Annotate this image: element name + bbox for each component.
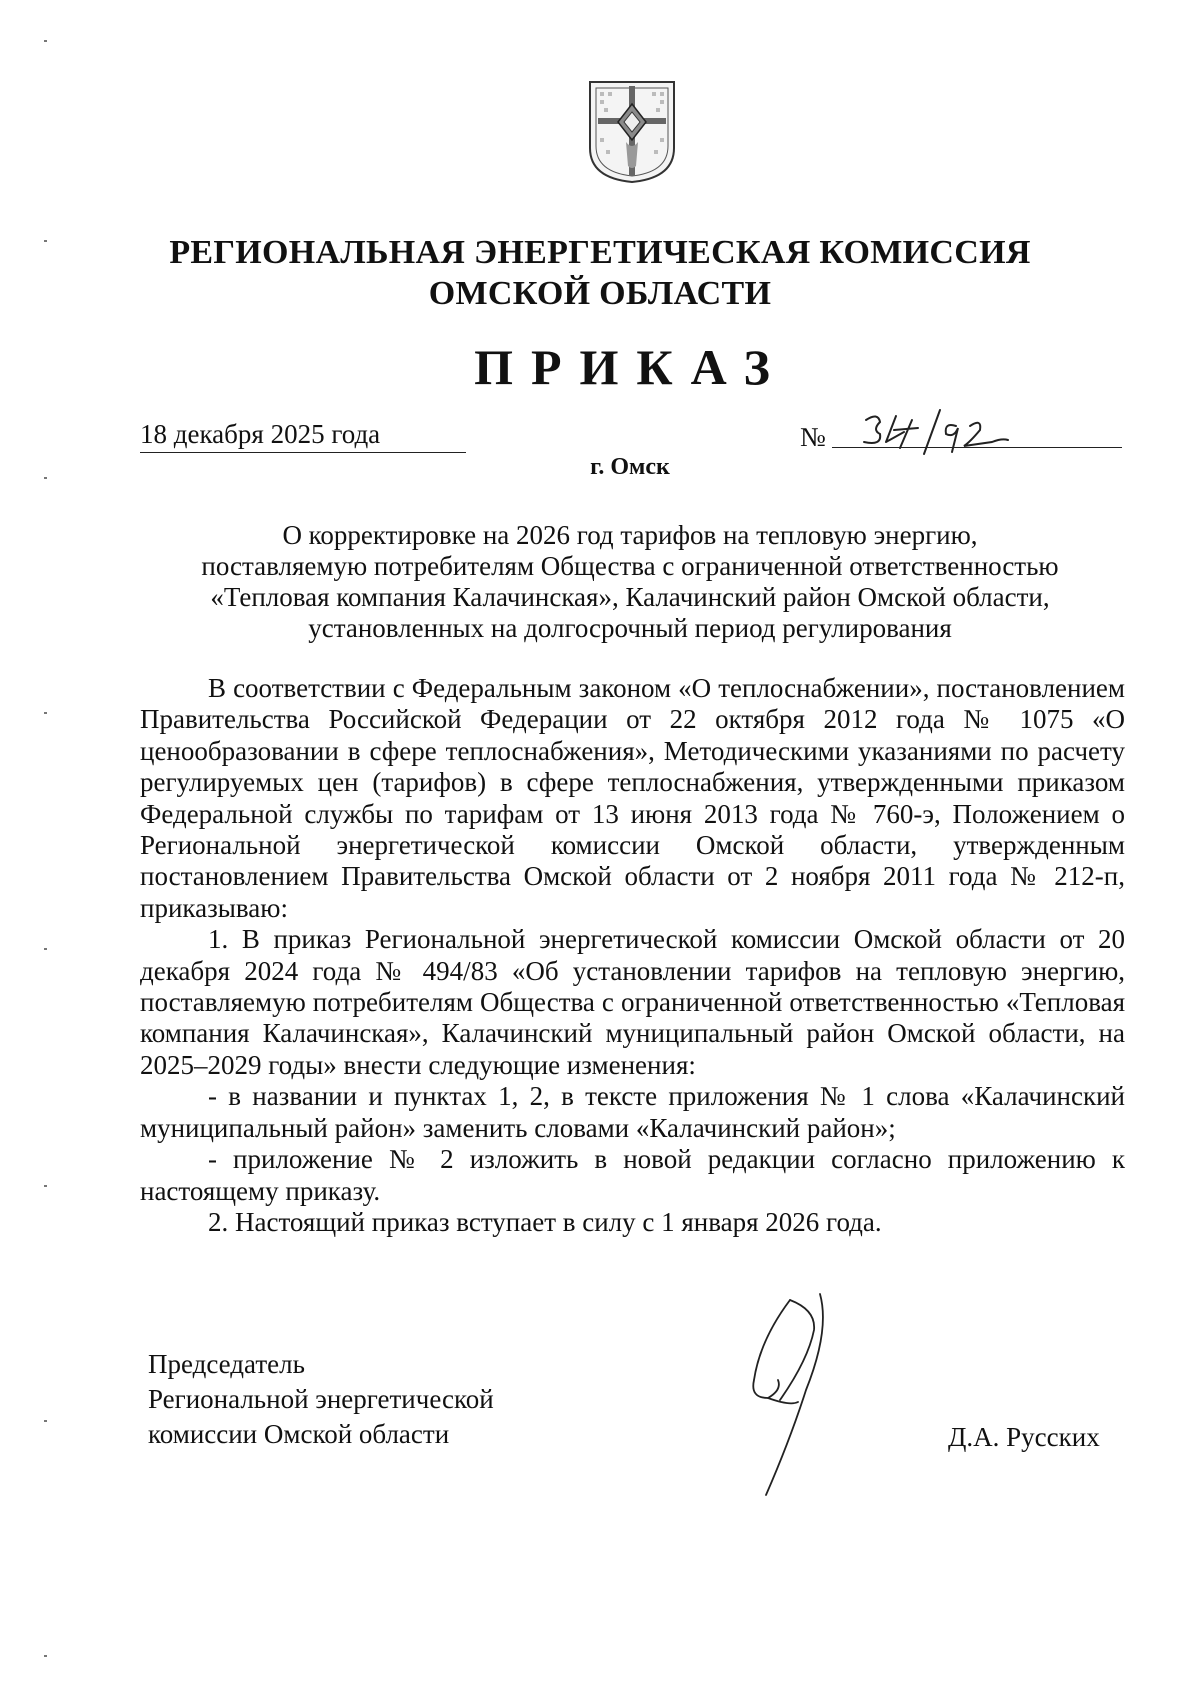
city: г. Омск (590, 454, 670, 480)
handwritten-order-number (852, 408, 1012, 456)
item-1-paragraph: 1. В приказ Региональной энергетической комиссии Омской области от 20 декабря 2024 года № 494/83 «Об установлении тарифов на тепловую энергию, поставляемую потребителям Общества с ограниченной ответственностью «Тепловая компания Калачинская», Калачинский муниципальный район Омской области, на 2025–2029 годы» внести следующие изменения: (140, 924, 1125, 1080)
scan-margin-mark (44, 1185, 47, 1187)
scan-margin-mark (44, 948, 47, 950)
scan-margin-mark (44, 40, 47, 42)
scan-margin-mark (44, 1655, 47, 1657)
subject-line: установленных на долгосрочный период регулирования (308, 613, 952, 643)
scan-margin-mark (44, 240, 47, 242)
position-line: комиссии Омской области (148, 1419, 450, 1449)
preamble-paragraph: В соответствии с Федеральным законом «О теплоснабжении», постановлением Правительства Российской Федерации от 22 октября 2012 года № 1075 «О ценообразовании в сфере теплоснабжения», Методическими указаниями по расчету регулируемых цен (тарифов) в сфере теплоснабжения, утвержденными приказом Федеральной службы по тарифам от 13 июня 2013 года № 760-э, Положением о Региональной энергетической комиссии Омской области, утвержденным постановлением Правительства Омской области от 2 ноября 2011 года № 212-п, приказываю: (140, 673, 1125, 923)
position-line: Председатель (148, 1349, 305, 1379)
order-subject (150, 520, 1110, 644)
organization-name-line2: ОМСКОЙ ОБЛАСТИ (428, 275, 772, 312)
coat-of-arms-emblem (586, 78, 678, 186)
order-body (140, 673, 1125, 1238)
scan-margin-mark (44, 477, 47, 479)
subject-line: поставляемую потребителям Общества с ограниченной ответственностью (201, 551, 1059, 581)
subject-line: О корректировке на 2026 год тарифов на тепловую энергию, (282, 520, 978, 550)
organization-name-line1: РЕГИОНАЛЬНАЯ ЭНЕРГЕТИЧЕСКАЯ КОМИССИЯ (169, 234, 1031, 271)
signatory-name: Д.А. Русских (948, 1422, 1100, 1452)
item-2-paragraph: 2. Настоящий приказ вступает в силу с 1 января 2026 года. (208, 1206, 882, 1237)
scan-margin-mark (44, 712, 47, 714)
order-date: 18 декабря 2025 года (140, 418, 466, 453)
scan-margin-mark (44, 1420, 47, 1422)
handwritten-signature (720, 1290, 880, 1510)
subject-line: «Тепловая компания Калачинская», Калачинский район Омской области, (210, 582, 1050, 612)
number-sign: № (800, 422, 826, 452)
item-1-subitem-a: - в названии и пунктах 1, 2, в тексте приложения № 1 слова «Калачинский муниципальный район» заменить словами «Калачинский район»; (140, 1081, 1125, 1143)
document-type-title: ПРИКАЗ (474, 339, 788, 395)
item-1-subitem-b: - приложение № 2 изложить в новой редакции согласно приложению к настоящему приказу. (140, 1144, 1125, 1206)
signatory-position (148, 1347, 494, 1452)
position-line: Региональной энергетической (148, 1384, 494, 1414)
